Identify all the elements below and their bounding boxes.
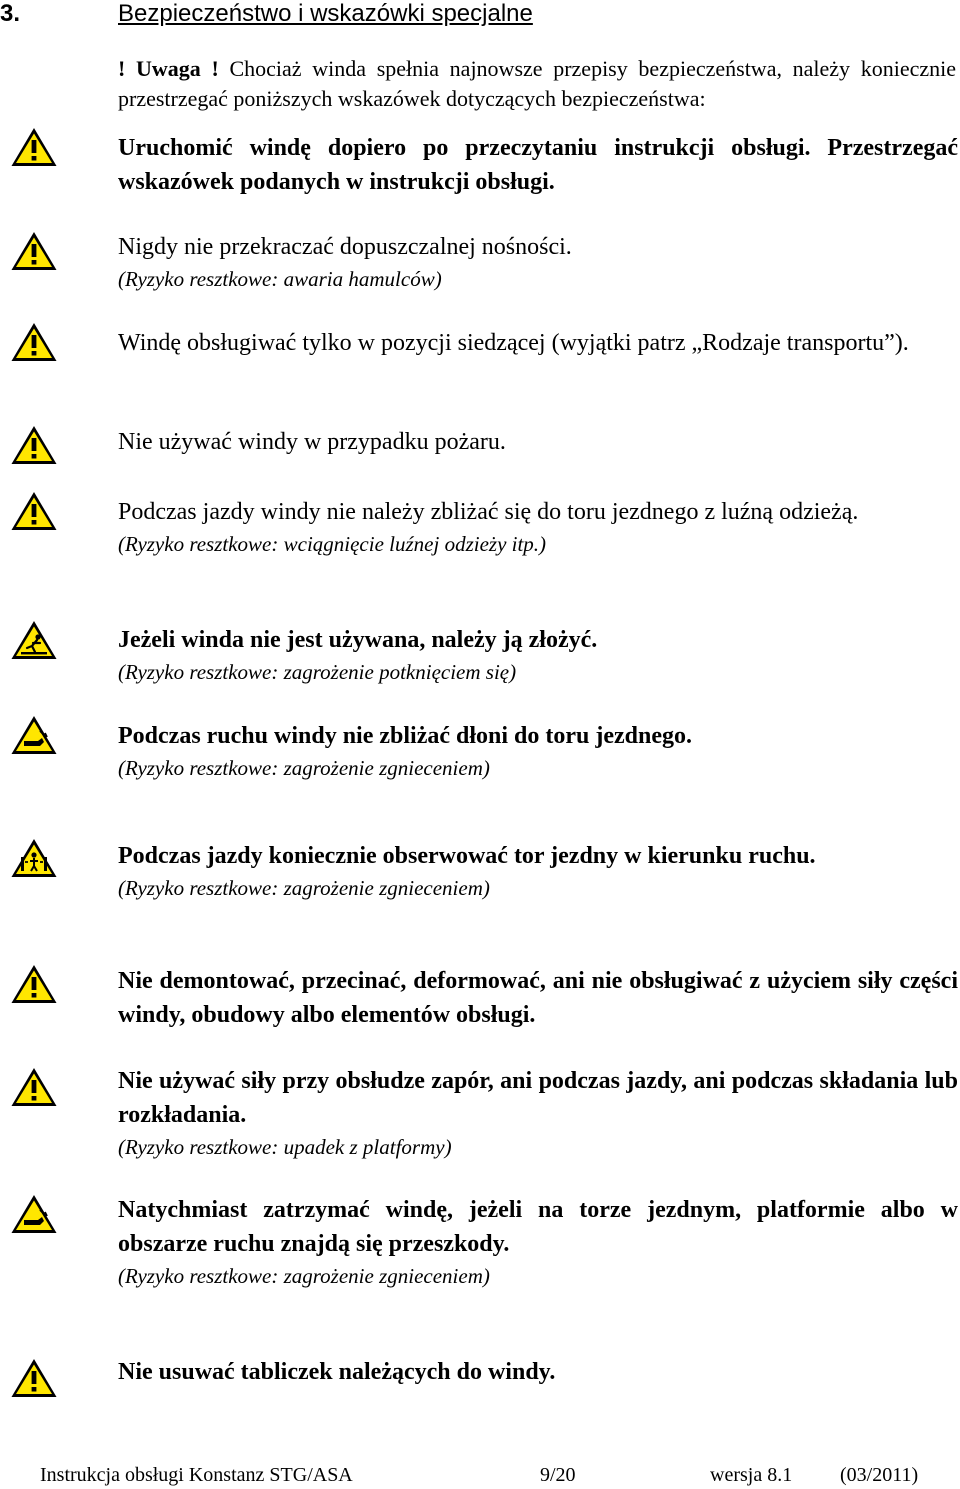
residual-risk-text: (Ryzyko resztkowe: zagrożenie zgnieceniem): [118, 876, 490, 900]
page-footer: [40, 1463, 920, 1487]
warning-exclamation-icon: [10, 1357, 58, 1399]
instruction-text: Uruchomić windę dopiero po przeczytaniu instrukcji obsługi. Przestrzegać wskazówek podanych w instrukcji obsługi.: [118, 135, 958, 195]
list-item: [118, 326, 958, 360]
warning-exclamation-icon: [10, 424, 58, 466]
intro-text: Chociaż winda spełnia najnowsze przepisy bezpieczeństwa, należy koniecznie przestrzegać poniższych wskazówek dotyczących bezpieczeństwa:: [118, 56, 957, 111]
instruction-text: Podczas jazdy windy nie należy zbliżać się do toru jezdnego z luźną odzieżą.: [118, 499, 859, 525]
instruction-text: Windę obsługiwać tylko w pozycji siedzącej (wyjątki patrz „Rodzaje transportu”).: [118, 330, 909, 356]
footer-page-number: 9/20: [540, 1464, 576, 1486]
warning-exclamation-icon: [10, 126, 58, 168]
footer-manual-title: Instrukcja obsługi Konstanz STG/ASA: [40, 1464, 353, 1486]
list-item: [118, 964, 958, 1032]
warning-exclamation-icon: [10, 1066, 58, 1108]
warning-exclamation-icon: [10, 321, 58, 363]
list-item: [118, 1064, 958, 1162]
residual-risk-text: (Ryzyko resztkowe: zagrożenie zgnieceniem): [118, 756, 490, 780]
footer-version: wersja 8.1: [710, 1464, 793, 1486]
instruction-text: Nie usuwać tabliczek należących do windy.: [118, 1359, 556, 1385]
trip-hazard-icon: [10, 619, 58, 661]
hand-crush-hazard-icon: [10, 1193, 58, 1235]
instruction-text: Natychmiast zatrzymać windę, jeżeli na torze jezdnym, platformie albo w obszarze ruchu znajdą się przeszkody.: [118, 1197, 958, 1257]
list-item: [118, 623, 958, 687]
instruction-text: Podczas jazdy koniecznie obserwować tor jezdny w kierunku ruchu.: [118, 843, 816, 869]
warning-exclamation-icon: [10, 230, 58, 272]
residual-risk-text: (Ryzyko resztkowe: zagrożenie potknięciem się): [118, 660, 517, 684]
residual-risk-text: (Ryzyko resztkowe: zagrożenie zgnieceniem): [118, 1264, 490, 1288]
section-title: Bezpieczeństwo i wskazówki specjalne: [118, 0, 533, 27]
residual-risk-text: (Ryzyko resztkowe: awaria hamulców): [118, 267, 442, 291]
list-item: [118, 495, 958, 559]
instruction-text: Jeżeli winda nie jest używana, należy ją złożyć.: [118, 627, 598, 653]
hand-crush-hazard-icon: [10, 714, 58, 756]
list-item: [118, 425, 958, 459]
list-item: [118, 131, 958, 199]
warning-exclamation-icon: [10, 490, 58, 532]
intro-paragraph: [118, 54, 956, 114]
body-crush-hazard-icon: [10, 837, 58, 879]
residual-risk-text: (Ryzyko resztkowe: wciągnięcie luźnej odzieży itp.): [118, 532, 547, 556]
list-item: [118, 1355, 958, 1389]
instruction-text: Podczas ruchu windy nie zbliżać dłoni do toru jezdnego.: [118, 723, 693, 749]
residual-risk-text: (Ryzyko resztkowe: upadek z platformy): [118, 1135, 452, 1159]
instruction-text: Nie demontować, przecinać, deformować, ani nie obsługiwać z użyciem siły części windy, obudowy albo elementów obsługi.: [118, 968, 958, 1028]
instruction-text: Nie używać siły przy obsłudze zapór, ani podczas jazdy, ani podczas składania lub rozkładania.: [118, 1068, 958, 1128]
instruction-text: Nie używać windy w przypadku pożaru.: [118, 429, 506, 455]
section-number: 3.: [0, 0, 21, 27]
warning-label: ! Uwaga !: [118, 56, 219, 81]
list-item: [118, 839, 958, 903]
footer-date: (03/2011): [840, 1464, 919, 1486]
list-item: [118, 1193, 958, 1291]
warning-exclamation-icon: [10, 963, 58, 1005]
instruction-text: Nigdy nie przekraczać dopuszczalnej nośności.: [118, 234, 572, 260]
list-item: [118, 230, 958, 294]
list-item: [118, 719, 958, 783]
